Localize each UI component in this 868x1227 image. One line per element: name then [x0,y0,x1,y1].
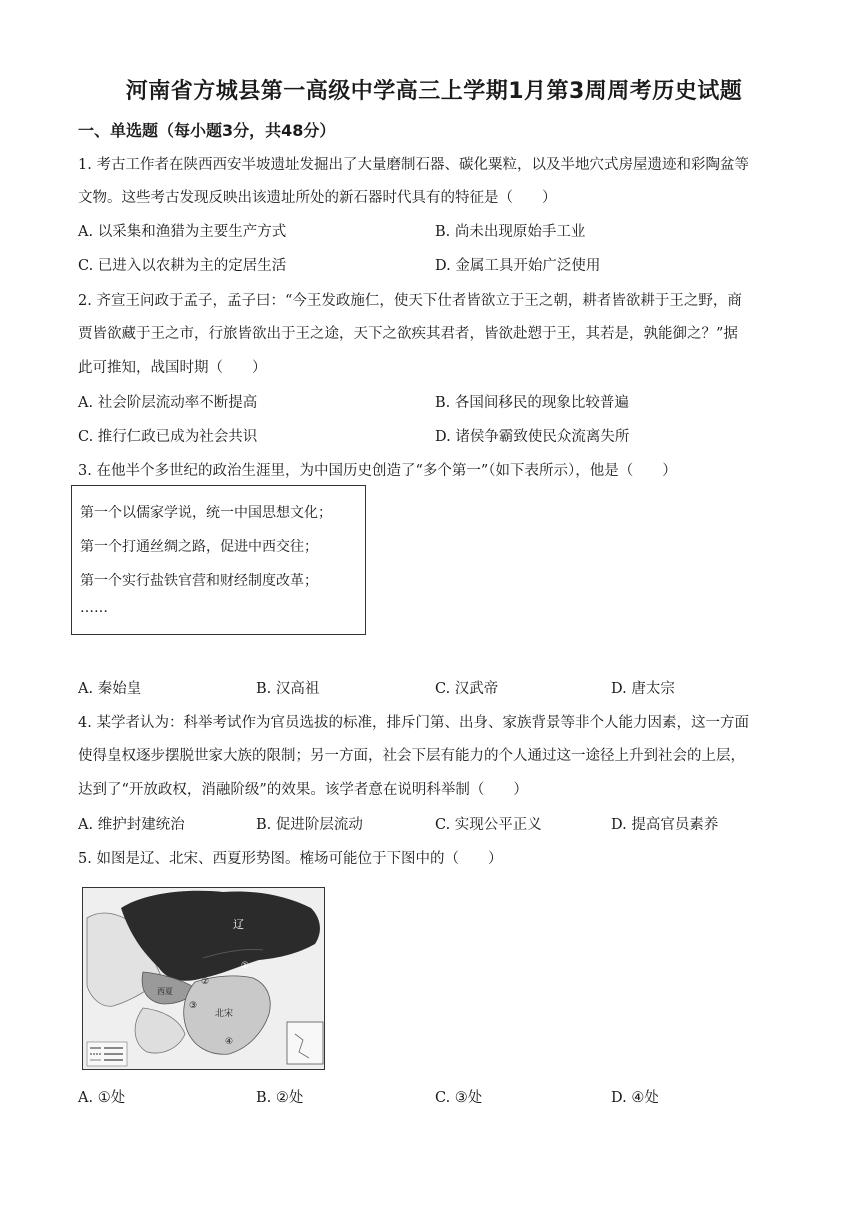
q2-option-a: A. 社会阶层流动率不断提高 [78,395,258,411]
q2-option-c: C. 推行仁政已成为社会共识 [78,429,258,445]
q2-option-d: D. 诸侯争霸致使民众流离失所 [435,429,630,445]
liao-song-xixia-map [82,887,325,1070]
q2-option-b: B. 各国间移民的现象比较普遍 [435,395,629,411]
map-marker-2: ② [201,977,210,987]
q4-text-line: 使得皇权逐步摆脱世家大族的限制；另一方面，社会下层有能力的个人通过这一途径上升到社会的上层， [78,748,745,764]
q1-option-c: C. 已进入以农耕为主的定居生活 [78,258,287,274]
q3-option-c: C. 汉武帝 [435,681,499,697]
q4-text-line: 4. 某学者认为：科举考试作为官员选拔的标准，排斥门第、出身、家族背景等非个人能力因素，这一方面 [78,715,749,731]
map-label-xixia: 西夏 [157,987,173,996]
q3-box-row: …… [80,600,108,616]
q1-option-b: B. 尚未出现原始手工业 [435,224,586,240]
page-title: 河南省方城县第一高级中学高三上学期1月第3周周考历史试题 [125,79,743,104]
q2-text-line: 此可推知，战国时期（ ） [78,360,267,376]
q1-text-line: 1. 考古工作者在陕西西安半坡遗址发掘出了大量磨制石器、碳化粟粒，以及半地穴式房屋遗迹和彩陶盆等 [78,157,749,173]
q3-firsts-box [71,485,366,635]
q4-text-line: 达到了“开放政权，消融阶级”的效果。该学者意在说明科举制（ ） [78,782,528,798]
q2-text-line: 贾皆欲藏于王之市，行旅皆欲出于王之途，天下之欲疾其君者，皆欲赴愬于王，其若是，孰能御之？”据 [78,326,738,342]
q5-option-a: A. ①处 [78,1090,126,1106]
map-label-song: 北宋 [215,1009,234,1019]
q4-option-c: C. 实现公平正义 [435,817,542,833]
q4-option-a: A. 维护封建统治 [78,817,185,833]
section-heading: 一、单选题（每小题3分，共48分） [78,121,336,140]
q1-option-a: A. 以采集和渔猎为主要生产方式 [78,224,287,240]
q4-option-b: B. 促进阶层流动 [256,817,363,833]
q3-box-row: 第一个以儒家学说，统一中国思想文化； [80,505,332,521]
map-marker-4: ④ [225,1037,234,1047]
q5-option-c: C. ③处 [435,1090,483,1106]
q3-option-d: D. 唐太宗 [611,681,675,697]
q2-text-line: 2. 齐宣王问政于孟子，孟子曰：“今王发政施仁，使天下仕者皆欲立于王之朝，耕者皆欲耕于王之野，商 [78,293,742,309]
q3-option-b: B. 汉高祖 [256,681,320,697]
q3-text-line: 3. 在他半个多世纪的政治生涯里，为中国历史创造了“多个第一”（如下表所示），他是（ ） [78,463,677,479]
q3-box-row: 第一个实行盐铁官营和财经制度改革； [80,573,318,589]
map-marker-3: ③ [189,1001,198,1011]
q4-option-d: D. 提高官员素养 [611,817,719,833]
q1-option-d: D. 金属工具开始广泛使用 [435,258,601,274]
map-marker-1: ① [241,961,250,971]
q5-text-line: 5. 如图是辽、北宋、西夏形势图。榷场可能位于下图中的（ ） [78,851,503,867]
map-label-liao: 辽 [233,918,244,931]
q1-text-line: 文物。这些考古发现反映出该遗址所处的新石器时代具有的特征是（ ） [78,190,557,206]
q3-box-row: 第一个打通丝绸之路，促进中西交往； [80,539,318,555]
q3-option-a: A. 秦始皇 [78,681,142,697]
q5-option-d: D. ④处 [611,1090,659,1106]
q5-option-b: B. ②处 [256,1090,304,1106]
